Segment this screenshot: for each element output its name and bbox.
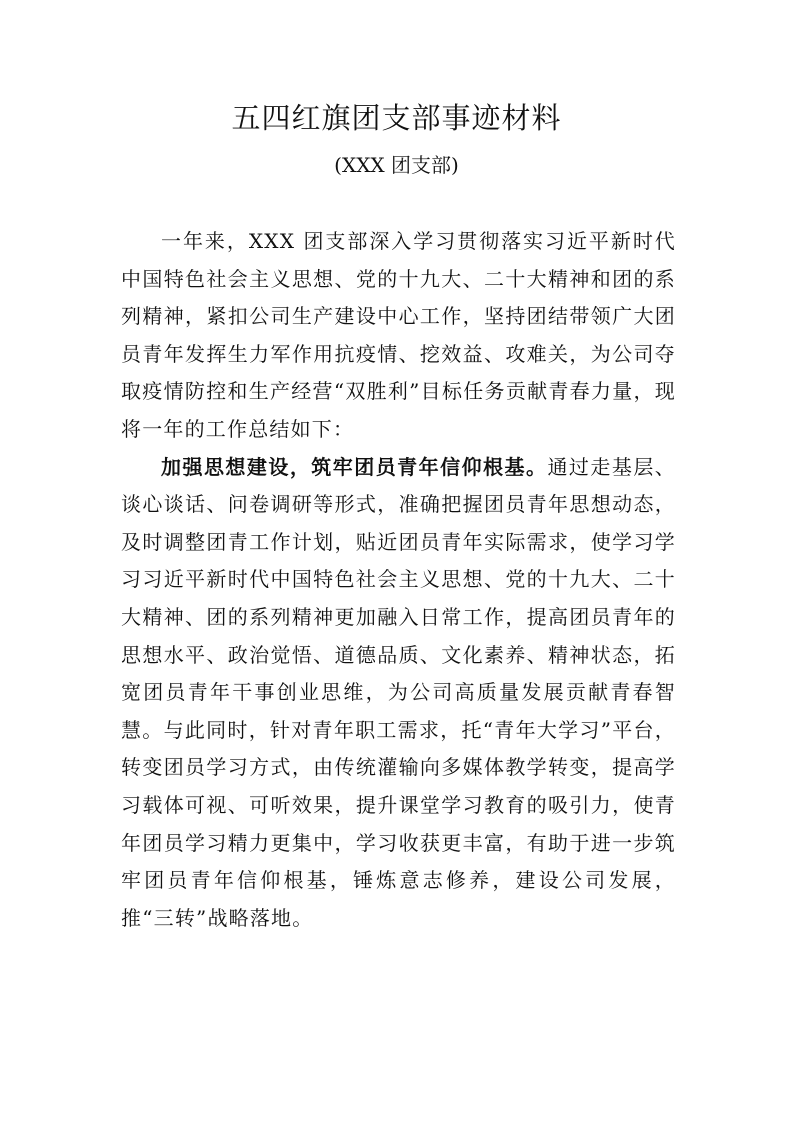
paragraph-intro bbox=[121, 223, 676, 449]
paragraph-ideology bbox=[121, 449, 676, 938]
document-subtitle: (XXX 团支部) bbox=[334, 153, 459, 177]
paragraph-ideology-text: 通过走基层、谈心谈话、问卷调研等形式，准确把握团员青年思想动态，及时调整团青工作计划，贴近团员青年实际需求，使学习学习习近平新时代中国特色社会主义思想、党的十九大、二十大精神、团的系列精神更加融入日常工作，提高团员青年的思想水平、政治觉悟、道德品质、文化素养、精神状态，拓宽团员青年干事创业思维，为公司高质量发展贡献青春智慧。与此同时，针对青年职工需求，托“青年大学习”平台，转变团员学习方式，由传统灌输向多媒体教学转变，提高学习载体可视、可听效果，提升课堂学习教育的吸引力，使青年团员学习精力更集中，学习收获更丰富，有助于进一步筑牢团员青年信仰根基，锤炼意志修养，建设公司发展，推“三转”战略落地。 bbox=[121, 454, 676, 930]
paragraph-intro-text: 一年来，XXX 团支部深入学习贯彻落实习近平新时代中国特色社会主义思想、党的十九大、二十大精神和团的系列精神，紧扣公司生产建设中心工作，坚持团结带领广大团员青年发挥生力军作用抗疫情、挖效益、攻难关，为公司夺取疫情防控和生产经营“双胜利”目标任务贡献青春力量，现将一年的工作总结如下： bbox=[121, 229, 676, 441]
document-body bbox=[121, 223, 676, 937]
paragraph-ideology-heading: 加强思想建设，筑牢团员青年信仰根基。 bbox=[161, 454, 548, 479]
document-title: 五四红旗团支部事迹材料 bbox=[231, 101, 562, 135]
